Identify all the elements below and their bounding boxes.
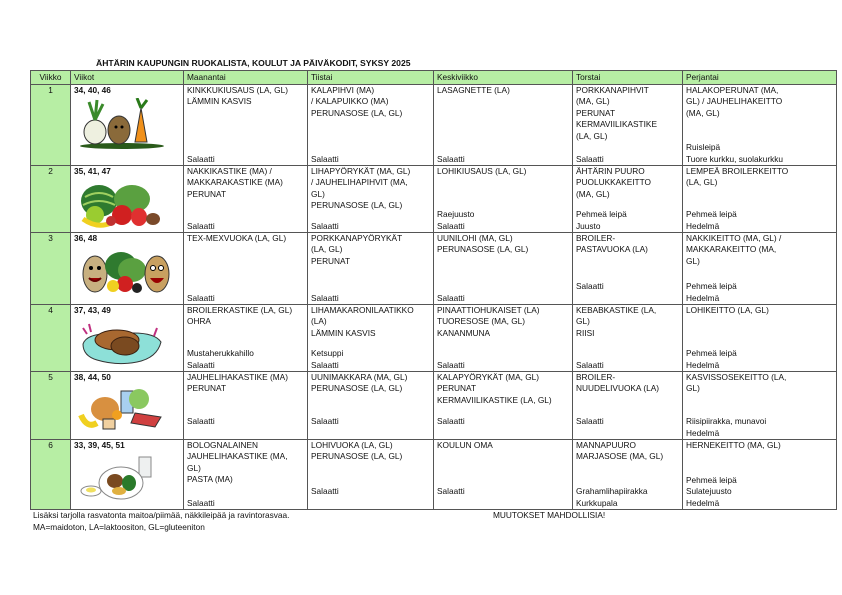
- side-dish-line: Salaatti: [437, 153, 465, 164]
- side-dish-line: Pehmeä leipä: [686, 281, 737, 292]
- dish-line: (LA, GL): [686, 177, 718, 188]
- dish-line: LOHIVUOKA (LA, GL): [311, 440, 393, 450]
- side-dishes: [576, 486, 679, 509]
- side-dishes: [437, 209, 569, 232]
- side-dishes: [437, 360, 569, 371]
- side-dish-line: Salaatti: [311, 416, 339, 427]
- menu-cell-keskiviikko: [434, 372, 573, 440]
- meal-plate-icon: [77, 453, 157, 506]
- dish-line: LÄMMIN KASVIS: [311, 327, 376, 338]
- week-numbers-cell: [71, 305, 184, 372]
- dish-line: PERUNASOSE (LA, GL): [311, 200, 403, 211]
- dish-line: LEMPEÄ BROILERKEITTO: [686, 166, 789, 176]
- header-maanantai: Maanantai: [184, 71, 308, 85]
- menu-cell-torstai: [573, 440, 683, 510]
- menu-cell-tiistai: [308, 305, 434, 372]
- side-dishes: [311, 293, 430, 304]
- side-dish-line: Salaatti: [187, 292, 215, 303]
- dish-line: NUUDELIVUOKA (LA): [576, 383, 659, 394]
- menu-cell-perjantai: [683, 372, 837, 440]
- dish-line: UUNIMAKKARA (MA, GL): [311, 372, 408, 382]
- week-number: 1: [31, 85, 71, 166]
- dish-line: PERUNASOSE (LA, GL): [311, 383, 403, 394]
- menu-cell-tiistai: [308, 85, 434, 166]
- dish-line: PERUNAT: [187, 188, 227, 199]
- side-dishes: [576, 416, 679, 439]
- calendar-weeks: 34, 40, 46: [74, 85, 111, 95]
- dish-line: PASTAVUOKA (LA): [576, 244, 648, 255]
- side-dish-line: Salaatti: [576, 359, 604, 370]
- side-dishes: [311, 486, 430, 509]
- menu-cell-tiistai: [308, 233, 434, 305]
- side-dish-line: Hedelmä: [686, 359, 720, 370]
- menu-cell-torstai: [573, 85, 683, 166]
- menu-cell-tiistai: [308, 372, 434, 440]
- side-dish-line: Salaatti: [576, 416, 604, 427]
- dish-line: KALAPIHVI (MA): [311, 85, 375, 95]
- side-dish-line: Hedelmä: [686, 220, 720, 231]
- header-perjantai: Perjantai: [683, 71, 837, 85]
- dish-line: PORKKANAPYÖRYKÄT: [311, 233, 403, 243]
- side-dishes: [576, 154, 679, 165]
- menu-cell-perjantai: [683, 440, 837, 510]
- side-dishes: [187, 498, 304, 509]
- menu-cell-torstai: [573, 372, 683, 440]
- side-dishes: [437, 416, 569, 439]
- side-dish-line: Salaatti: [311, 153, 339, 164]
- calendar-weeks: 38, 44, 50: [74, 372, 111, 382]
- menu-cell-torstai: [573, 305, 683, 372]
- menu-cell-perjantai: [683, 85, 837, 166]
- week-number: 2: [31, 166, 71, 233]
- side-dishes: [311, 416, 430, 439]
- dish-line: PASTA (MA): [187, 474, 233, 485]
- side-dish-line: Hedelmä: [686, 497, 720, 508]
- side-dishes: [686, 281, 833, 304]
- side-dish-line: Salaatti: [437, 292, 465, 303]
- dish-line: GL): [311, 188, 325, 199]
- dish-line: PERUNASOSE (LA, GL): [311, 107, 403, 118]
- side-dish-line: Salaatti: [437, 359, 465, 370]
- side-dish-line: Tuore kurkku, suolakurkku: [686, 153, 783, 164]
- week-row: [31, 305, 837, 372]
- week-number: 6: [31, 440, 71, 510]
- dish-line: LÄMMIN KASVIS: [187, 96, 252, 107]
- menu-cell-keskiviikko: [434, 166, 573, 233]
- dish-line: LOHIKIUSAUS (LA, GL): [437, 166, 527, 176]
- menu-cell-torstai: [573, 233, 683, 305]
- side-dish-line: Salaatti: [187, 153, 215, 164]
- side-dish-line: Kurkkupala: [576, 497, 618, 508]
- calendar-weeks: 33, 39, 45, 51: [74, 440, 125, 450]
- vegetable-characters-icon: [77, 98, 167, 153]
- calendar-weeks: 37, 43, 49: [74, 305, 111, 315]
- menu-cell-maanantai: [184, 85, 308, 166]
- dish-line: HALAKOPERUNAT (MA,: [686, 85, 779, 95]
- side-dish-line: Salaatti: [311, 486, 339, 497]
- week-numbers-cell: [71, 440, 184, 510]
- dish-line: (MA, GL): [686, 107, 720, 118]
- side-dish-line: Salaatti: [187, 497, 215, 508]
- side-dish-line: [311, 498, 430, 509]
- dish-line: PERUNAT: [187, 383, 227, 394]
- side-dishes: [437, 486, 569, 509]
- fruits-vegetables-icon: [77, 179, 167, 232]
- side-dishes: [686, 416, 833, 439]
- dish-line: PORKKANAPIHVIT: [576, 85, 649, 95]
- side-dishes: [576, 281, 679, 304]
- dish-line: GL) / JAUHELIHAKEITTO: [686, 96, 783, 107]
- side-dish-line: Mustaherukkahillo: [187, 348, 254, 359]
- dish-line: LIHAPYÖRYKÄT (MA, GL): [311, 166, 411, 176]
- side-dish-line: Hedelmä: [686, 427, 720, 438]
- side-dish-line: Pehmeä leipä: [686, 209, 737, 220]
- week-row: [31, 233, 837, 305]
- week-numbers-cell: [71, 233, 184, 305]
- side-dishes: [187, 348, 304, 371]
- side-dish-line: Salaatti: [187, 416, 215, 427]
- dish-line: (LA): [311, 316, 327, 327]
- header-torstai: Torstai: [573, 71, 683, 85]
- dish-line: NAKKIKEITTO (MA, GL) /: [686, 233, 782, 243]
- side-dish-line: Salaatti: [437, 220, 465, 231]
- dish-line: KEBABKASTIKE (LA,: [576, 305, 657, 315]
- side-dish-line: Salaatti: [576, 153, 604, 164]
- header-keskiviikko: Keskiviikko: [434, 71, 573, 85]
- side-dish-line: Pehmeä leipä: [686, 474, 737, 485]
- dish-line: (LA, GL): [576, 130, 608, 141]
- menu-cell-keskiviikko: [434, 85, 573, 166]
- dish-line: BROILER-: [576, 372, 616, 382]
- dish-line: TEX-MEXVUOKA (LA, GL): [187, 233, 287, 243]
- dish-line: UUNILOHI (MA, GL): [437, 233, 513, 243]
- side-dish-line: Riisipiirakka, munavoi: [686, 416, 767, 427]
- side-dish-line: Ruisleipä: [686, 142, 721, 153]
- footer-legend: MA=maidoton, LA=laktoositon, GL=gluteeniton: [33, 522, 205, 532]
- dish-line: / JAUHELIHAPIHVIT (MA,: [311, 177, 408, 188]
- side-dishes: [686, 348, 833, 371]
- side-dishes: [187, 293, 304, 304]
- dish-line: NAKKIKASTIKE (MA) /: [187, 166, 272, 176]
- side-dish-line: Salaatti: [187, 359, 215, 370]
- dish-line: PERUNASOSE (LA, GL): [437, 244, 529, 255]
- footer-note: Lisäksi tarjolla rasvatonta maitoa/piimää, näkkileipää ja ravintorasvaa.: [33, 510, 290, 520]
- dish-line: BOLOGNALAINEN: [187, 440, 259, 450]
- side-dish-line: Grahamlihapiirakka: [576, 486, 648, 497]
- header-viikot: Viikot: [71, 71, 184, 85]
- menu-cell-maanantai: [184, 440, 308, 510]
- dish-line: OHRA: [187, 316, 211, 327]
- side-dish-line: Salaatti: [437, 486, 465, 497]
- side-dish-line: Salaatti: [576, 281, 604, 292]
- side-dish-line: [576, 428, 679, 439]
- bread-basket-icon: [77, 318, 167, 369]
- menu-cell-keskiviikko: [434, 440, 573, 510]
- dish-line: MAKKARAKASTIKE (MA): [187, 177, 283, 188]
- dish-line: MANNAPUURO: [576, 440, 636, 450]
- week-numbers-cell: [71, 85, 184, 166]
- week-row: [31, 372, 837, 440]
- dish-line: RIISI: [576, 327, 595, 338]
- week-row: [31, 166, 837, 233]
- menu-cell-perjantai: [683, 233, 837, 305]
- side-dishes: [311, 221, 430, 232]
- dish-line: MARJASOSE (MA, GL): [576, 451, 664, 462]
- dish-line: LASAGNETTE (LA): [437, 85, 510, 95]
- dish-line: PERUNASOSE (LA, GL): [311, 451, 403, 462]
- side-dishes: [686, 142, 833, 165]
- dish-line: KERMAVIILIKASTIKE: [576, 119, 657, 130]
- week-numbers-cell: [71, 372, 184, 440]
- side-dish-line: Hedelmä: [686, 292, 720, 303]
- dish-line: HERNEKEITTO (MA, GL): [686, 440, 781, 450]
- menu-cell-torstai: [573, 166, 683, 233]
- menu-table: [30, 70, 837, 510]
- dish-line: / KALAPUIKKO (MA): [311, 96, 389, 107]
- side-dishes: [437, 293, 569, 304]
- side-dish-line: Salaatti: [311, 359, 339, 370]
- side-dish-line: Ketsuppi: [311, 348, 344, 359]
- dish-line: TUORESOSE (MA, GL): [437, 316, 526, 327]
- side-dish-line: Salaatti: [311, 292, 339, 303]
- side-dish-line: Raejuusto: [437, 209, 475, 220]
- side-dishes: [187, 416, 304, 439]
- dish-line: BROILER-: [576, 233, 616, 243]
- dish-line: PERUNAT: [576, 107, 616, 118]
- dish-line: PERUNAT: [437, 383, 477, 394]
- dish-line: JAUHELIHAKASTIKE (MA,: [187, 451, 288, 462]
- dish-line: (LA, GL): [311, 244, 343, 255]
- dish-line: KANANMUNA: [437, 327, 491, 338]
- dish-line: KALAPYÖRYKÄT (MA, GL): [437, 372, 540, 382]
- side-dishes: [311, 348, 430, 371]
- calendar-weeks: 36, 48: [74, 233, 98, 243]
- header-tiistai: Tiistai: [308, 71, 434, 85]
- footer-changes: MUUTOKSET MAHDOLLISIA!: [493, 510, 606, 520]
- dish-line: KINKKUKIUSAUS (LA, GL): [187, 85, 288, 95]
- dish-line: LIHAMAKARONILAATIKKO: [311, 305, 414, 315]
- side-dish-line: Pehmeä leipä: [576, 209, 627, 220]
- side-dishes: [576, 209, 679, 232]
- dish-line: (MA, GL): [576, 96, 610, 107]
- week-row: [31, 85, 837, 166]
- side-dish-line: [437, 428, 569, 439]
- menu-cell-tiistai: [308, 166, 434, 233]
- menu-cell-keskiviikko: [434, 233, 573, 305]
- dish-line: GL): [686, 383, 700, 394]
- side-dishes: [686, 209, 833, 232]
- side-dish-line: Salaatti: [437, 416, 465, 427]
- dish-line: GL): [187, 462, 201, 473]
- header-viikko: Viikko: [31, 71, 71, 85]
- side-dish-line: [576, 293, 679, 304]
- menu-cell-maanantai: [184, 305, 308, 372]
- side-dishes: [311, 154, 430, 165]
- side-dishes: [187, 221, 304, 232]
- page-title: ÄHTÄRIN KAUPUNGIN RUOKALISTA, KOULUT JA PÄIVÄKODIT, SYKSY 2025: [96, 58, 411, 68]
- menu-cell-perjantai: [683, 166, 837, 233]
- week-number: 4: [31, 305, 71, 372]
- dish-line: GL): [576, 316, 590, 327]
- dish-line: BROILERKASTIKE (LA, GL): [187, 305, 293, 315]
- side-dish-line: [187, 428, 304, 439]
- dish-line: KASVISSOSEKEITTO (LA,: [686, 372, 787, 382]
- side-dish-line: Pehmeä leipä: [686, 348, 737, 359]
- side-dish-line: [437, 498, 569, 509]
- header-row: [31, 71, 837, 85]
- menu-cell-maanantai: [184, 166, 308, 233]
- dish-line: KERMAVIILIKASTIKE (LA, GL): [437, 394, 552, 405]
- side-dish-line: Sulatejuusto: [686, 486, 732, 497]
- dish-line: JAUHELIHAKASTIKE (MA): [187, 372, 288, 382]
- menu-cell-keskiviikko: [434, 305, 573, 372]
- dish-line: GL): [686, 255, 700, 266]
- menu-cell-perjantai: [683, 305, 837, 372]
- week-number: 3: [31, 233, 71, 305]
- dish-line: ÄHTÄRIN PUURO: [576, 166, 645, 176]
- side-dishes: [686, 475, 833, 509]
- dish-line: PERUNAT: [311, 255, 351, 266]
- groceries-icon: [77, 385, 167, 436]
- dish-line: (MA, GL): [576, 188, 610, 199]
- menu-cell-maanantai: [184, 233, 308, 305]
- menu-cell-maanantai: [184, 372, 308, 440]
- calendar-weeks: 35, 41, 47: [74, 166, 111, 176]
- side-dishes: [437, 154, 569, 165]
- side-dish-line: [311, 428, 430, 439]
- week-numbers-cell: [71, 166, 184, 233]
- side-dish-line: Salaatti: [311, 220, 339, 231]
- week-row: [31, 440, 837, 510]
- dish-line: MAKKARAKEITTO (MA,: [686, 244, 777, 255]
- dish-line: KOULUN OMA: [437, 440, 493, 450]
- side-dishes: [187, 154, 304, 165]
- side-dish-line: Juusto: [576, 220, 601, 231]
- side-dish-line: Salaatti: [187, 220, 215, 231]
- dish-line: PINAATTIOHUKAISET (LA): [437, 305, 540, 315]
- menu-cell-tiistai: [308, 440, 434, 510]
- side-dishes: [576, 360, 679, 371]
- week-number: 5: [31, 372, 71, 440]
- dish-line: LOHIKEITTO (LA, GL): [686, 305, 769, 315]
- dish-line: PUOLUKKAKEITTO: [576, 177, 652, 188]
- potato-characters-icon: [77, 246, 177, 301]
